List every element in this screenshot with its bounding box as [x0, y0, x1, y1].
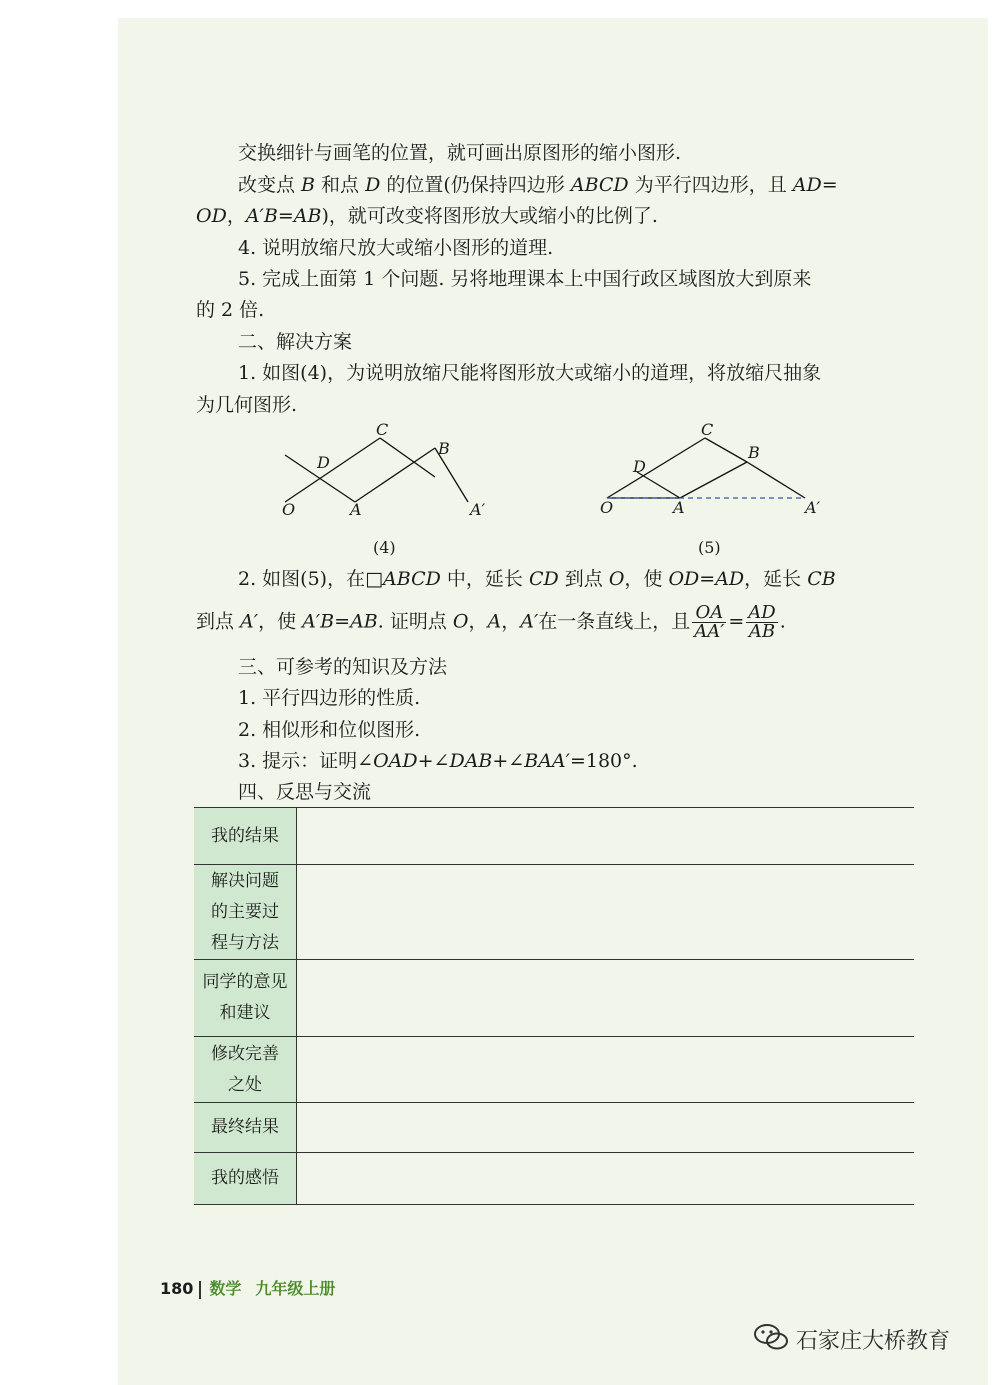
paragraph: 为几何图形.	[196, 394, 298, 416]
footer-divider	[199, 1281, 201, 1299]
table-row	[194, 808, 914, 865]
answer-cell[interactable]	[297, 1103, 915, 1153]
label-A-prime: A′	[470, 500, 486, 519]
section-heading: 二、解决方案	[238, 331, 353, 353]
row-label: 修改完善 之处	[194, 1037, 297, 1103]
paragraph: 1. 如图(4)，为说明放缩尺能将图形放大或缩小的道理，将放缩尺抽象	[238, 362, 822, 384]
paragraph: 改变点 B 和点 D 的位置(仍保持四边形 ABCD 为平行四边形，且 AD=	[238, 174, 838, 196]
list-item: 2. 相似形和位似图形.	[238, 719, 421, 741]
table-row	[194, 960, 914, 1037]
reflection-table	[194, 807, 914, 1205]
figure-4-caption: (4)	[373, 538, 396, 557]
paragraph: 2. 如图(5)，在□ABCD 中，延长 CD 到点 O，使 OD=AD，延长 CB	[238, 568, 836, 590]
page-number: 180	[160, 1279, 194, 1298]
table-row	[194, 865, 914, 960]
row-label: 我的结果	[194, 808, 297, 865]
label-O: O	[282, 500, 296, 519]
watermark: 石家庄大桥教育	[796, 1329, 951, 1354]
figure-4	[270, 420, 510, 525]
list-item: 1. 平行四边形的性质.	[238, 687, 421, 709]
label-B: B	[748, 443, 760, 462]
list-item: 3. 提示：证明∠OAD+∠DAB+∠BAA′=180°.	[238, 750, 638, 772]
table-row	[194, 1103, 914, 1153]
paragraph: 4. 说明放缩尺放大或缩小图形的道理.	[238, 237, 554, 259]
answer-cell[interactable]	[297, 865, 915, 960]
label-D: D	[317, 453, 330, 472]
label-C: C	[701, 420, 714, 439]
table-row	[194, 1037, 914, 1103]
row-label: 解决问题 的主要过 程与方法	[194, 865, 297, 960]
answer-cell[interactable]	[297, 808, 915, 865]
answer-cell[interactable]	[297, 1153, 915, 1205]
label-A: A	[673, 498, 685, 517]
section-heading: 三、可参考的知识及方法	[238, 656, 448, 678]
label-C: C	[376, 420, 389, 439]
fraction-ad-ab: $\frac{AD}{AB}$	[748, 602, 776, 642]
figure-5	[595, 420, 835, 525]
table-row	[194, 1153, 914, 1205]
label-O: O	[600, 498, 614, 517]
figure-5-caption: (5)	[698, 538, 721, 557]
paragraph: 5. 完成上面第 1 个问题. 另将地理课本上中国行政区域图放大到原来	[238, 268, 812, 290]
page-footer	[160, 1276, 335, 1299]
paragraph: 的 2 倍.	[196, 299, 265, 321]
paragraph: OD，A′B=AB)，就可改变将图形放大或缩小的比例了.	[196, 205, 658, 227]
answer-cell[interactable]	[297, 1037, 915, 1103]
label-A: A	[350, 500, 362, 519]
footer-subject: 数学	[209, 1279, 242, 1298]
answer-cell[interactable]	[297, 960, 915, 1037]
paragraph: 交换细针与画笔的位置，就可画出原图形的缩小图形.	[238, 142, 682, 164]
row-label: 最终结果	[194, 1103, 297, 1153]
section-heading: 四、反思与交流	[238, 781, 372, 803]
row-label: 我的感悟	[194, 1153, 297, 1205]
fraction-oa-aa: $\frac{OA}{AA'}$	[694, 602, 725, 642]
row-label: 同学的意见 和建议	[194, 960, 297, 1037]
label-D: D	[633, 457, 646, 476]
paragraph: 到点 A′，使 A′B=AB. 证明点 O，A，A′在一条直线上，且 $\frac{OA}{AA'}$ = $\frac{AD}{AB}$ .	[196, 602, 786, 642]
wechat-icon	[752, 1322, 792, 1352]
footer-grade: 九年级上册	[255, 1279, 336, 1298]
label-B: B	[438, 439, 450, 458]
label-A-prime: A′	[805, 498, 821, 517]
